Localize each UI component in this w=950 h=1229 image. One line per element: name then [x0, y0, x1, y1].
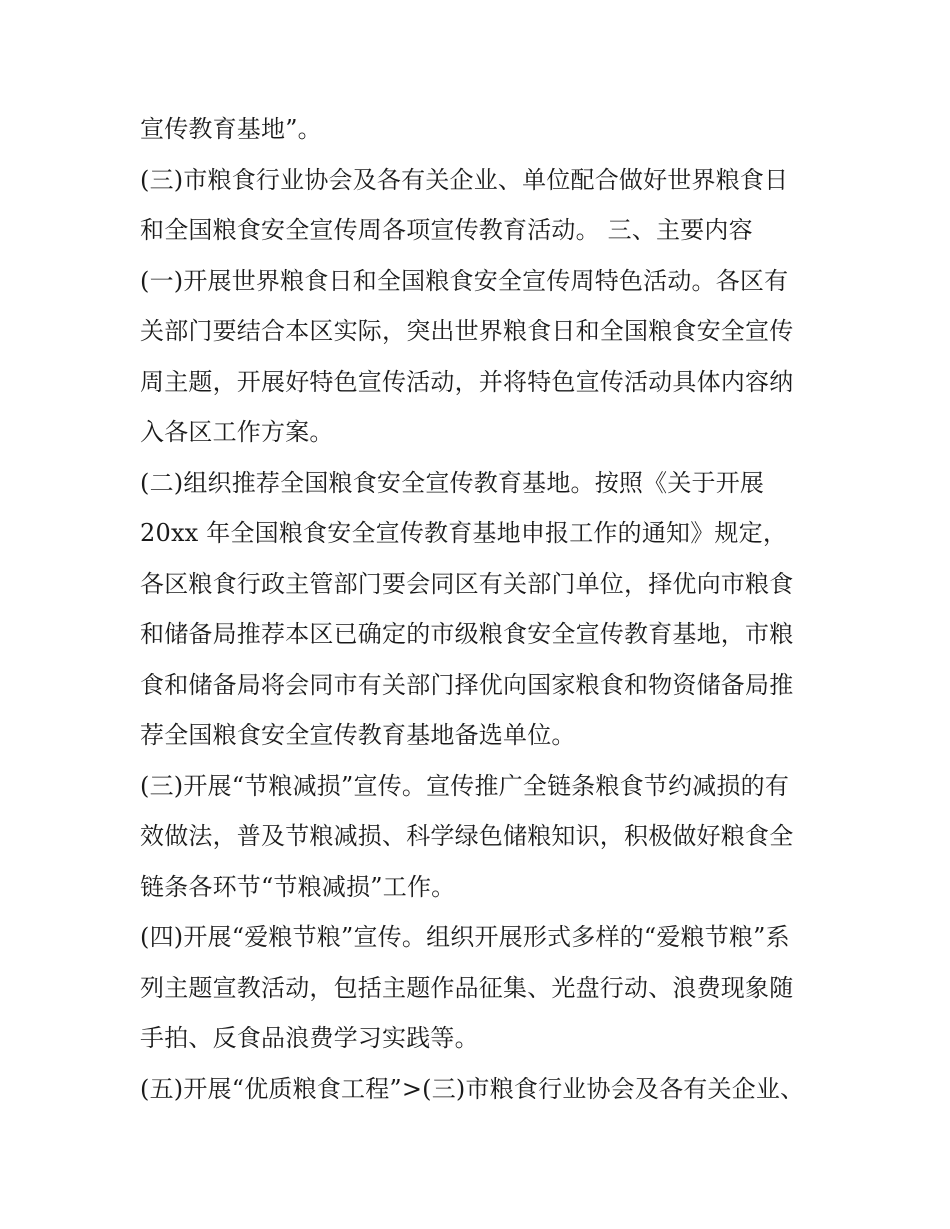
text-line: 手拍、反食品浪费学习实践等。: [140, 1024, 479, 1052]
text-line: 关部门要结合本区实际，突出世界粮食日和全国粮食安全宣传: [140, 317, 794, 345]
text-line: 荐全国粮食安全宣传教育基地备选单位。: [140, 721, 576, 749]
text-line: 20xx 年全国粮食安全宣传教育基地申报工作的通知》规定，: [140, 519, 788, 547]
text-line: 和储备局推荐本区已确定的市级粮食安全宣传教育基地，市粮: [140, 620, 794, 648]
text-line: (三)开展“节粮减损”宣传。宣传推广全链条粮食节约减损的有: [140, 771, 790, 800]
text-line: 链条各环节“节粮减损”工作。: [140, 872, 456, 901]
text-line: 入各区工作方案。: [140, 418, 334, 446]
text-line: (四)开展“爱粮节粮”宣传。组织开展形式多样的“爱粮节粮”系: [140, 923, 790, 951]
text-line: (五)开展“优质粮食工程”>(三)市粮食行业协会及各有关企业、: [140, 1074, 805, 1103]
text-line: 宣传教育基地”。: [140, 115, 322, 143]
text-line: 各区粮食行政主管部门要会同区有关部门单位，择优向市粮食: [140, 569, 794, 598]
text-line: (二)组织推荐全国粮食安全宣传教育基地。按照《关于开展: [140, 468, 765, 497]
text-line: 周主题，开展好特色宣传活动，并将特色宣传活动具体内容纳: [140, 367, 794, 396]
text-line: 和全国粮食安全宣传周各项宣传教育活动。 三、主要内容: [140, 216, 753, 244]
text-line: 食和储备局将会同市有关部门择优向国家粮食和物资储备局推: [140, 670, 794, 699]
text-line: 效做法，普及节粮减损、科学绿色储粮知识，积极做好粮食全: [140, 822, 794, 850]
text-line: (三)市粮食行业协会及各有关企业、单位配合做好世界粮食日: [140, 165, 789, 194]
text-line: 列主题宣教活动，包括主题作品征集、光盘行动、浪费现象随: [140, 973, 794, 1002]
document-body: [140, 104, 820, 1114]
text-line: (一)开展世界粮食日和全国粮食安全宣传周特色活动。各区有: [140, 266, 789, 295]
